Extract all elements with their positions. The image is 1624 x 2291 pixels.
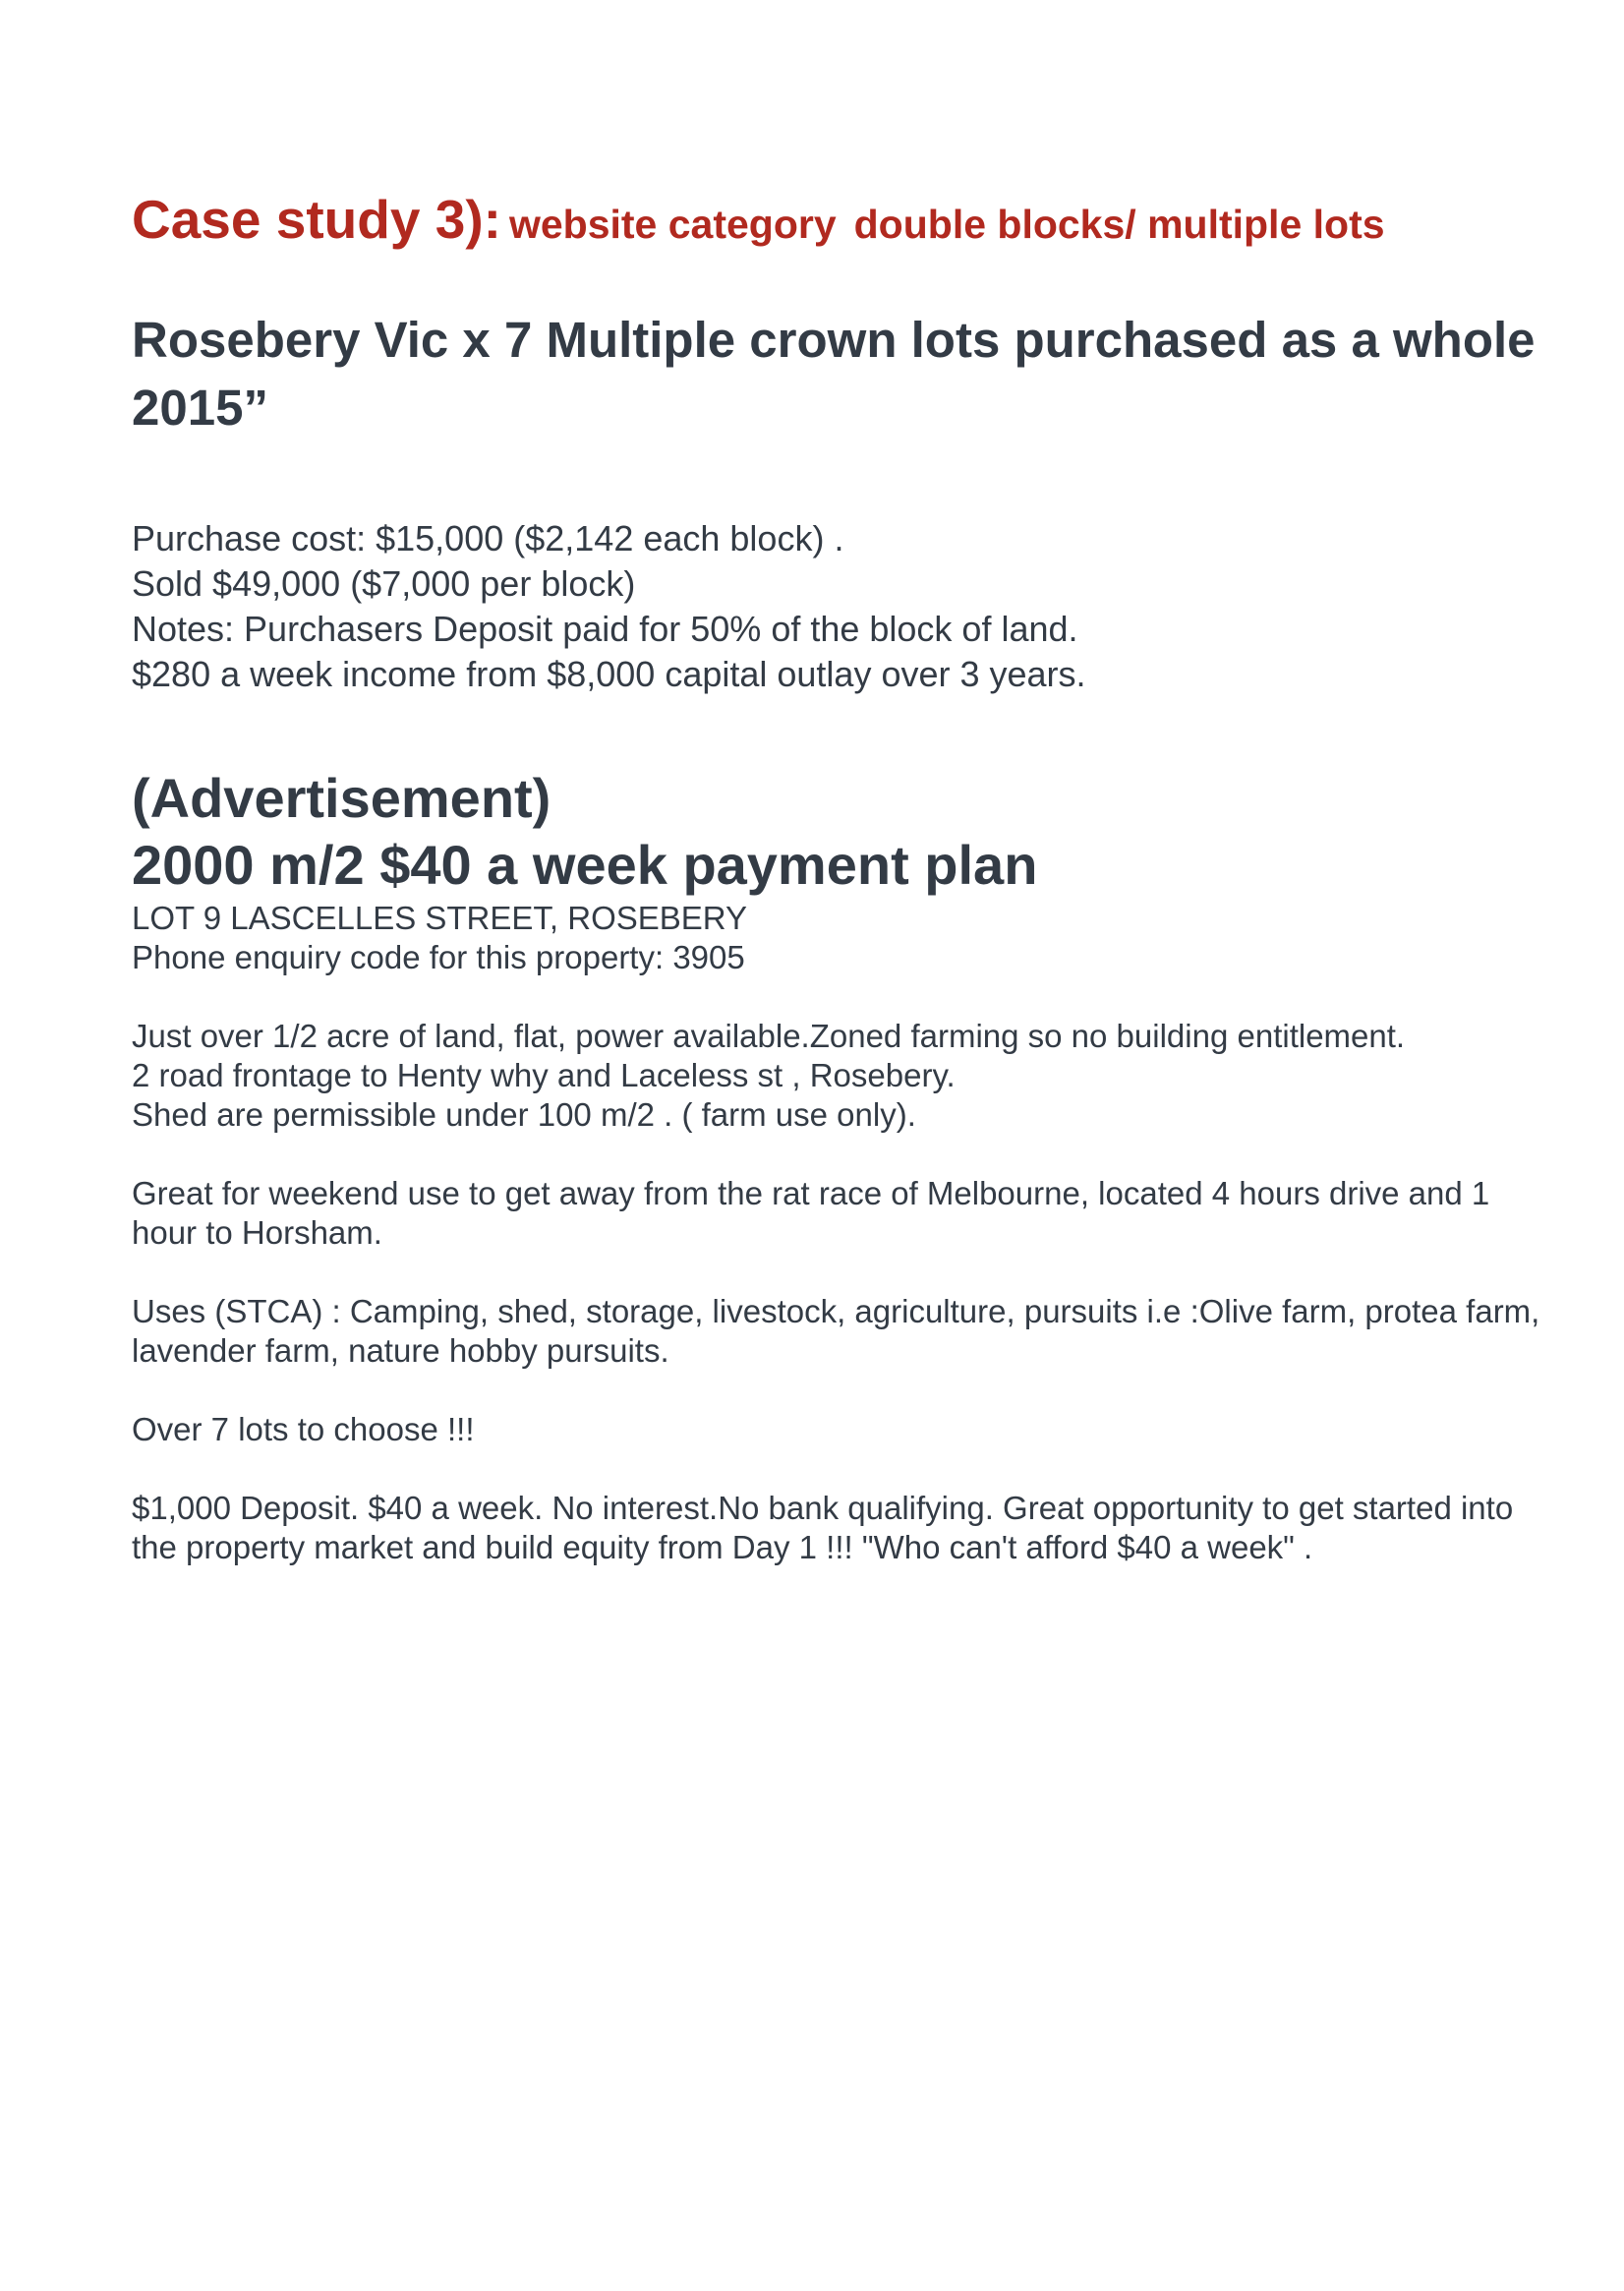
advertisement-headline: 2000 m/2 $40 a week payment plan [132,834,1038,896]
category-detail: double blocks/ multiple lots [853,202,1385,247]
description-line: Shed are permissible under 100 m/2 . ( farm use only). [132,1096,916,1133]
advertisement-heading [132,765,1547,899]
purchase-cost: Purchase cost: $15,000 ($2,142 each block) . [132,518,844,558]
website-category-label: website category [508,202,837,247]
sold-price: Sold $49,000 ($7,000 per block) [132,563,636,604]
advertisement-label: (Advertisement) [132,767,551,829]
weekly-income: $280 a week income from $8,000 capital outlay over 3 years. [132,654,1086,694]
description-line: Just over 1/2 acre of land, flat, power available.Zoned farming so no building entitlement. [132,1018,1406,1054]
property-description [132,1017,1547,1135]
property-details [132,899,1547,977]
lots-paragraph: Over 7 lots to choose !!! [132,1411,475,1447]
deposit-notes: Notes: Purchasers Deposit paid for 50% of the block of land. [132,609,1078,649]
case-study-heading [132,189,1547,250]
case-study-title: Rosebery Vic x 7 Multiple crown lots purchased as a whole 2015” [132,312,1536,436]
enquiry-code: Phone enquiry code for this property: 3905 [132,939,745,975]
description-line: 2 road frontage to Henty why and Laceless st , Rosebery. [132,1057,956,1093]
uses-paragraph: Uses (STCA) : Camping, shed, storage, livestock, agriculture, pursuits i.e :Olive farm, protea farm, lavender farm, nature hobby pursuits. [132,1293,1540,1369]
location-paragraph: Great for weekend use to get away from the rat race of Melbourne, located 4 hours drive and 1 hour to Horsham. [132,1175,1490,1251]
property-address: LOT 9 LASCELLES STREET, ROSEBERY [132,900,748,936]
case-study-label: Case study 3): [132,189,501,250]
offer-paragraph: $1,000 Deposit. $40 a week. No interest.No bank qualifying. Great opportunity to get started into the property market and build equity from Day 1 !!! "Who can't afford $40 a week" . [132,1490,1514,1565]
purchase-facts [132,516,1547,697]
document-page [132,189,1547,1567]
